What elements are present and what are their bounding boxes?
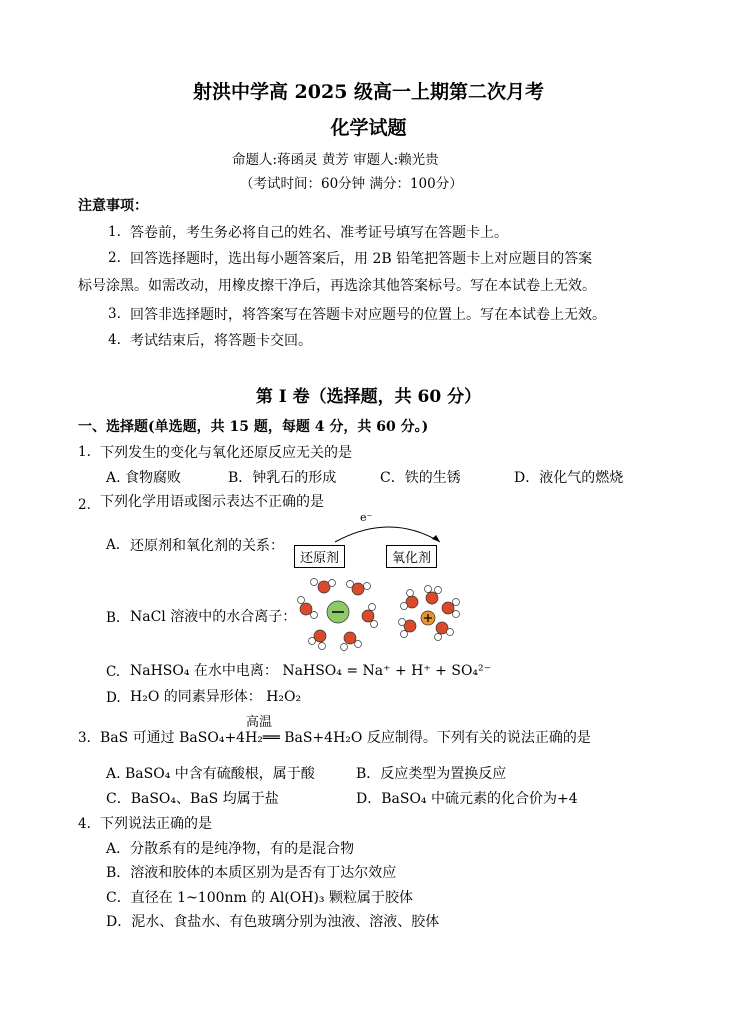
q3-condition: 高温 (246, 715, 273, 730)
q2-a-text: 还原剂和氧化剂的关系： (130, 538, 284, 554)
q4-option-b: B．溶液和胶体的本质区别为是否有丁达尔效应 (106, 865, 397, 881)
subject-title: 化学试题 (330, 117, 407, 139)
q2-b-label: B. (106, 610, 121, 626)
q2-c-label: C. (106, 664, 121, 680)
notice-item-3: 回答非选择题时，将答案写在答题卡对应题号的位置上。写在本试卷上无效。 (130, 307, 606, 323)
q1-option-a: A. 食物腐败 (106, 470, 182, 486)
q4-stem: 下列说法正确的是 (100, 816, 212, 832)
notice-item-1: 答卷前，考生务必将自己的姓名、准考证号填写在答题卡上。 (130, 225, 508, 241)
q3-option-a: A. BaSO₄ 中含有硫酸根，属于酸 (106, 766, 315, 782)
q3-option-b: B．反应类型为置换反应 (356, 766, 507, 782)
q3-stem: BaS 可通过 BaSO₄+4H₂══ BaS+4H₂O 反应制得。下列有关的说法正确的是 (100, 730, 591, 746)
authors-line: 命题人:蒋函灵 黄芳 审题人:赖光贵 (232, 152, 439, 168)
q4-option-c: C．直径在 1~100nm 的 Al(OH)₃ 颗粒属于胶体 (106, 890, 413, 906)
q4-number: 4. (78, 816, 91, 832)
q4-option-a: A．分散系有的是纯净物，有的是混合物 (106, 841, 355, 857)
notice-num-1: 1. (108, 224, 121, 240)
q2-stem: 下列化学用语或图示表达不正确的是 (100, 494, 324, 510)
q1-option-c: C．铁的生锈 (380, 470, 461, 486)
q4-option-d: D．泥水、食盐水、有色玻璃分别为浊液、溶液、胶体 (106, 914, 440, 930)
q1-option-d: D．液化气的燃烧 (514, 470, 624, 486)
section-heading: 第 I 卷（选择题，共 60 分） (255, 387, 482, 407)
section-intro: 一、选择题(单选题，共 15 题，每题 4 分，共 60 分。) (78, 419, 429, 435)
notice-item-2: 回答选择题时，选出每小题答案后，用 2B 铅笔把答题卡上对应题目的答案 (130, 251, 593, 267)
notice-item-4: 考试结束后，将答题卡交回。 (130, 333, 312, 349)
q2-d-label: D. (106, 690, 121, 706)
q3-option-d: D．BaSO₄ 中硫元素的化合价为+4 (356, 791, 578, 807)
q2-b-text: NaCl 溶液中的水合离子： (130, 609, 297, 625)
hydrated-chloride-ion (298, 579, 378, 651)
notice-num-2: 2. (108, 250, 121, 266)
q1-stem: 下列发生的变化与氧化还原反应无关的是 (100, 445, 352, 461)
notice-heading: 注意事项： (78, 198, 148, 214)
notice-num-4: 4. (108, 332, 121, 348)
q1-option-b: B．钟乳石的形成 (228, 470, 337, 486)
q1-number: 1. (78, 444, 91, 460)
exam-info-line: （考试时间：60分钟 满分：100分） (240, 176, 463, 192)
reducing-agent-box: 还原剂 (294, 545, 345, 568)
notice-item-2-cont: 标号涂黑。如需改动，用橡皮擦干净后，再选涂其他答案标号。写在本试卷上无效。 (78, 278, 596, 294)
q2-number: 2． (78, 497, 101, 513)
q3-option-c: C．BaSO₄、BaS 均属于盐 (106, 791, 279, 807)
q3-number: 3. (78, 730, 91, 746)
oxidizing-agent-box: 氧化剂 (386, 545, 437, 568)
hydrated-sodium-ion (399, 586, 460, 641)
exam-title: 射洪中学高 2025 级高一上期第二次月考 (192, 81, 545, 103)
notice-num-3: 3. (108, 306, 121, 322)
q2-d-text: H₂O 的同素异形体： H₂O₂ (130, 689, 302, 705)
q2-a-label: A. (106, 537, 121, 553)
q2-c-text: NaHSO₄ 在水中电离： NaHSO₄ = Na⁺ + H⁺ + SO₄²⁻ (130, 663, 492, 679)
electron-label: e⁻ (360, 511, 373, 524)
hydrated-ions-figure (292, 574, 472, 654)
